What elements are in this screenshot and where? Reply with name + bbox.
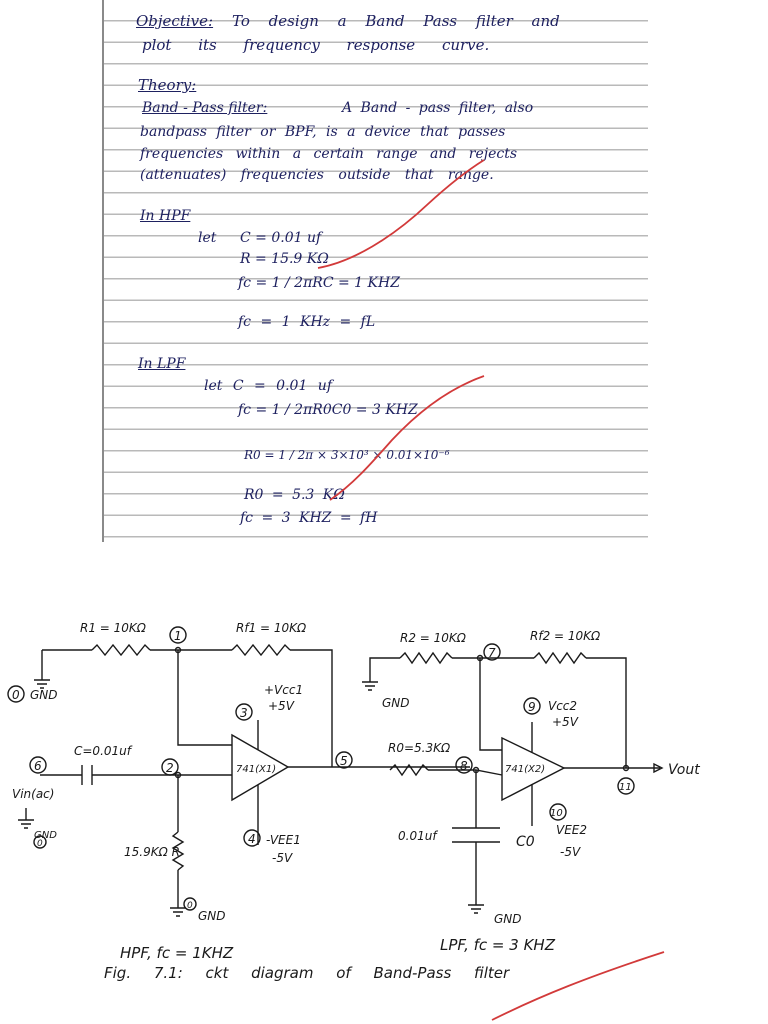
capacitor-c — [82, 765, 92, 785]
theory-label: Theory: — [138, 76, 197, 94]
resistor-rf2 — [534, 653, 586, 663]
label-vcc2: Vcc2 — [548, 699, 578, 713]
objective-text-line2: plot its frequency response curve. — [142, 36, 490, 54]
label-gnd-input: GND — [34, 830, 57, 841]
objective-text-line1: To design a Band Pass filter and — [232, 12, 560, 30]
bpf-heading: Band - Pass filter: — [142, 100, 268, 116]
label-input-capacitor: C=0.01uf — [74, 744, 131, 758]
label-gnd-lpf-top: GND — [382, 696, 410, 710]
label-r0: R0=5.3KΩ — [388, 741, 451, 755]
lpf-fc-formula: fc = 1 / 2πR0C0 = 3 KHZ — [238, 402, 418, 418]
label-c0: C0 — [516, 834, 535, 850]
label-opamp2: 741(X2) — [505, 764, 546, 775]
lpf-r0-result: R0 = 5.3 KΩ — [244, 487, 345, 503]
node-label-1: 1 — [174, 629, 182, 643]
bpf-text-line3: frequencies within a certain range and rejects — [140, 146, 518, 162]
label-vee1: -VEE1 — [266, 833, 301, 847]
label-r1: R1 = 10KΩ — [80, 621, 146, 635]
label-vee1-value: -5V — [272, 851, 293, 865]
node-label-5: 5 — [340, 754, 348, 768]
label-vout: Vout — [668, 762, 700, 778]
hpf-resistor: R = 15.9 KΩ — [240, 251, 329, 267]
caption-lpf: LPF, fc = 3 KHZ — [440, 936, 555, 954]
label-opamp1: 741(X1) — [236, 764, 277, 775]
node-label-6: 6 — [34, 759, 42, 773]
objective-label: Objective: — [136, 12, 214, 30]
lpf-capacitor: let C = 0.01 uf — [204, 378, 333, 394]
bpf-text-line2: bandpass filter or BPF, is a device that passes — [140, 124, 506, 140]
hpf-capacitor: C = 0.01 uf — [240, 230, 322, 246]
label-gnd-hpf: GND — [198, 909, 226, 923]
lpf-fc-result: fc = 3 KHZ = fH — [240, 510, 378, 526]
hpf-fc-result: fc = 1 KHz = fL — [238, 314, 376, 330]
node-label-2: 2 — [166, 761, 174, 775]
node-label-4: 4 — [248, 832, 256, 846]
hpf-let: let — [198, 230, 217, 246]
label-r2: R2 = 10KΩ — [400, 631, 466, 645]
hpf-heading: In HPF — [140, 208, 191, 224]
label-rf1: Rf1 = 10KΩ — [236, 621, 307, 635]
label-vin: Vin(ac) — [12, 787, 55, 801]
resistor-rf1 — [232, 645, 290, 655]
lpf-stage — [362, 653, 662, 913]
node-label-8: 8 — [460, 759, 468, 773]
hpf-fc-formula: fc = 1 / 2πRC = 1 KHZ — [238, 275, 400, 291]
label-vee2: VEE2 — [556, 823, 588, 837]
node-label-0-input: 0 — [37, 839, 43, 849]
node-label-7: 7 — [488, 646, 496, 660]
bpf-text-line4: (attenuates) frequencies outside that range. — [140, 167, 494, 183]
node-label-10: 10 — [550, 808, 563, 819]
node-label-0-hpf: 0 — [187, 901, 193, 911]
node-label-9: 9 — [528, 700, 536, 714]
caption-hpf: HPF, fc = 1KHZ — [120, 944, 234, 962]
label-vcc1-value: +5V — [268, 699, 294, 713]
resistor-r2 — [400, 653, 452, 663]
capacitor-c0 — [452, 828, 500, 842]
label-rf2: Rf2 = 10KΩ — [530, 629, 601, 643]
label-vee2-value: -5V — [560, 845, 581, 859]
bpf-text-line1: A Band - pass filter, also — [342, 100, 534, 116]
node-label-11: 11 — [619, 782, 632, 793]
node-label-3: 3 — [240, 706, 248, 720]
lpf-heading: In LPF — [138, 356, 186, 372]
label-vcc1: +Vcc1 — [264, 683, 304, 697]
label-vcc2-value: +5V — [552, 715, 578, 729]
label-gnd-lpf: GND — [494, 912, 522, 926]
label-hpf-resistor: 15.9KΩ R — [124, 845, 180, 859]
node-label-0-left: 0 — [12, 688, 20, 702]
hpf-stage — [18, 645, 470, 916]
resistor-r1 — [92, 645, 150, 655]
lpf-r0-equation: R0 = 1 / 2π × 3×10³ × 0.01×10⁻⁶ — [244, 448, 450, 462]
figure-caption: Fig. 7.1: ckt diagram of Band-Pass filter — [104, 964, 510, 982]
label-c0-value: 0.01uf — [398, 829, 437, 843]
label-gnd-left: GND — [30, 688, 58, 702]
